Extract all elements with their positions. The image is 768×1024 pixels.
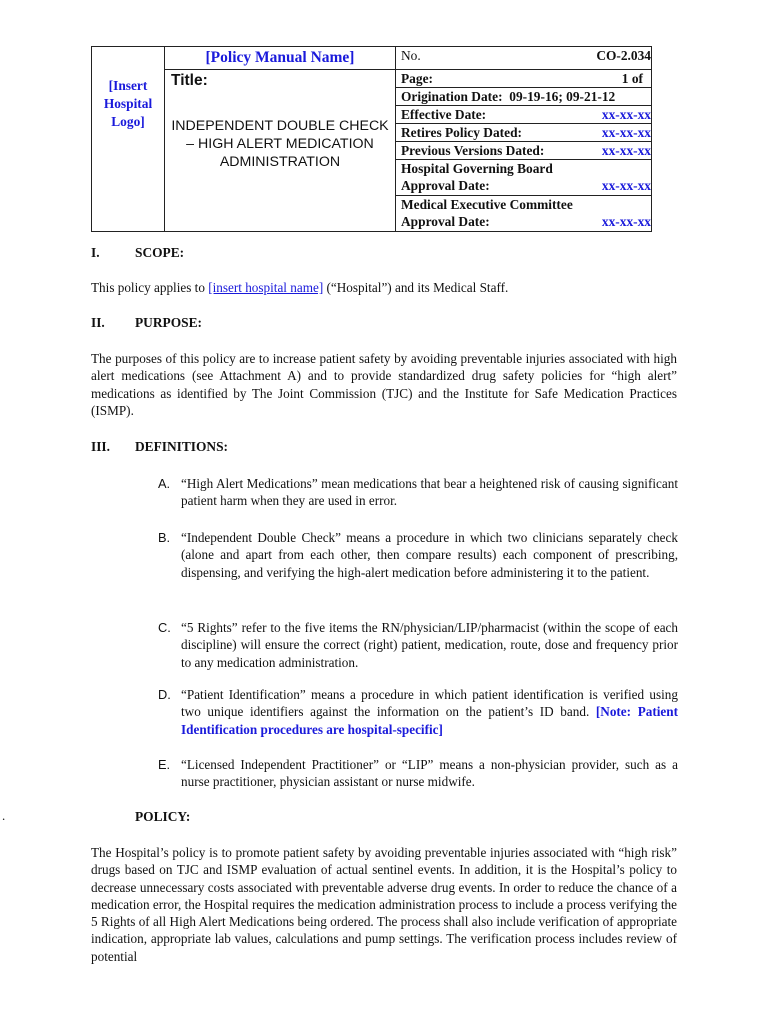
origination-date: 09-19-16; 09-21-12 <box>509 89 616 104</box>
effective-date: xx-xx-xx <box>601 107 651 122</box>
logo-placeholder <box>92 47 165 232</box>
retires-policy-date: xx-xx-xx <box>601 125 651 140</box>
policy-heading: POLICY: <box>135 809 191 824</box>
page-count: 1 of <box>621 71 643 86</box>
definition-item: B. “Independent Double Check” means a procedure in which two clinicians separately check (alone and apart from each other, then compare results) each component of prescribing, dispensing, and verifying the high-alert medication before administering it to the patient. <box>158 530 678 580</box>
row-effective-date: Effective Date: xx-xx-xx <box>396 106 652 124</box>
policy-header-table <box>91 46 652 232</box>
policy-title: INDEPENDENT DOUBLE CHECK – HIGH ALERT MEDICATION ADMINISTRATION <box>171 118 389 170</box>
policy-number: CO-2.034 <box>596 48 651 63</box>
definition-item: E. “Licensed Independent Practitioner” or “LIP” means a non-physician provider, such as a nurse practitioner, physician assistant or nurse midwife. <box>158 757 678 790</box>
row-page: Page: 1 of <box>396 70 652 88</box>
row-previous-versions: Previous Versions Dated: xx-xx-xx <box>396 142 652 160</box>
definitions-heading: III. DEFINITIONS: <box>91 439 229 454</box>
hospital-specific-note: [Note: Patient Identification procedures are hospital-specific] <box>181 704 678 737</box>
row-number: No. CO-2.034 <box>396 47 652 70</box>
purpose-heading: II. PURPOSE: <box>91 315 202 330</box>
mec-approval-date: xx-xx-xx <box>601 214 651 229</box>
policy-section-number: . <box>2 808 6 823</box>
row-board-approval: Hospital Governing Board Approval Date: xx-xx-xx <box>396 160 652 196</box>
row-retires-policy: Retires Policy Dated: xx-xx-xx <box>396 124 652 142</box>
previous-versions-date: xx-xx-xx <box>601 143 651 158</box>
definition-item: D. “Patient Identification” means a procedure in which patient identification is verified using two unique identifiers against the information on the patient’s ID band. [Note: Patient Identification procedures are hospital-specific] <box>158 687 678 737</box>
row-mec-approval: Medical Executive Committee Approval Date: xx-xx-xx <box>396 196 652 232</box>
hospital-name-link[interactable]: [insert hospital name] <box>208 280 324 295</box>
policy-text: The Hospital’s policy is to promote patient safety by avoiding preventable injuries associated with “high risk” drugs based on TJC and ISMP evaluation of actual sentinel events. In addition, it is the Hospital’s policy to decrease unnecessary costs associated with preventable adverse drug events. In order to reduce the chance of a medication error, the Hospital requires the medication administration process to include a process verifying the 5 Rights of all High Alert Medications being ordered. The process shall also include verification of appropriate indication, appropriate lab values, calculations and pump settings. The verification process includes review of potential <box>91 845 677 964</box>
title-label: Title: <box>171 72 208 89</box>
title-cell <box>165 47 396 232</box>
scope-heading: I. SCOPE: <box>91 245 185 260</box>
definition-item: A. “High Alert Medications” mean medications that bear a heightened risk of causing significant patient harm when they are used in error. <box>158 476 678 509</box>
scope-text: This policy applies to [insert hospital name] (“Hospital”) and its Medical Staff. <box>91 280 509 295</box>
board-approval-date: xx-xx-xx <box>601 178 651 193</box>
logo-text: [Insert Hospital Logo] <box>103 78 153 129</box>
row-origination-date: Origination Date: 09-19-16; 09-21-12 <box>396 88 652 106</box>
definition-item: C. “5 Rights” refer to the five items the RN/physician/LIP/pharmacist (within the scope of each discipline) will ensure the correct (right) patient, medication, route, dose and frequency prior to any medication administration. <box>158 620 678 670</box>
policy-manual-name: [Policy Manual Name] <box>165 47 395 70</box>
purpose-text: The purposes of this policy are to increase patient safety by avoiding preventable injuries associated with high alert medications (see Attachment A) and to provide standardized drug safety policies for “high alert” medications as identified by The Joint Commission (TJC) and the Institute for Safe Medication Practices (ISMP). <box>91 351 677 418</box>
